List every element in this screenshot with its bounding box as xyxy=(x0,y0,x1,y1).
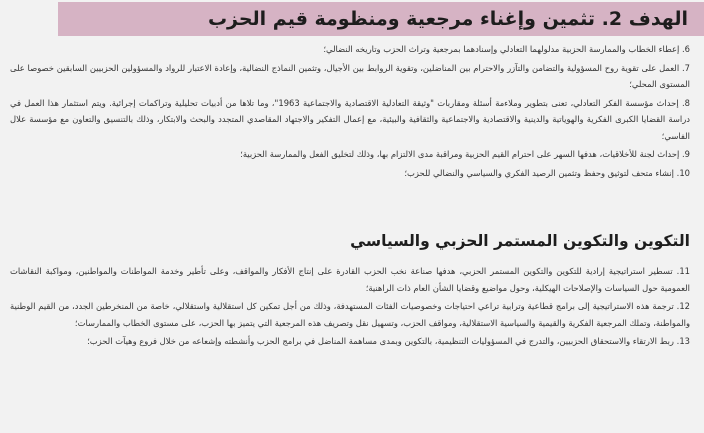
goal-items-list xyxy=(10,41,690,181)
goal-header-band xyxy=(58,2,704,36)
training-items-list xyxy=(10,263,690,350)
list-item: 9. إحداث لجنة للأخلاقيات، هدفها السهر على احترام القيم الحزبية ومراقبة مدى الالتزام بها، وذلك لتخليق الفعل والممارسة الحزبية؛ xyxy=(240,149,690,159)
list-item: 6. إعطاء الخطاب والممارسة الحزبية مدلولهما التعادلي وإسنادهما بمرجعية وتراث الحزب وتاريخه النضالي؛ xyxy=(323,44,690,54)
list-item: 7. العمل على تقوية روح المسؤولية والتضامن والتآزر والاحترام بين المناضلين، وتقوية الروابط بين الأجيال، وتثمين النماذج النضالية، وإعادة الاعتبار للرواد والمسؤولين الحزبيين السابقين خصوصا على المستوى المحلي؛ xyxy=(10,62,690,89)
list-item: 11. تسطير استراتيجية إرادية للتكوين والتكوين المستمر الحزبي، هدفها صناعة نخب الحزب القادرة على إنتاج الأفكار والمواقف، وعلى تأطير وخدمة المواطنات والمواطنين، ومواكبة النقاشات العمومية حول السياسات والإصلاحات الهيكلية، وحول مواضيع وقضايا الشأن العام ذات الراهنية؛ xyxy=(10,266,690,293)
section-heading: التكوين والتكوين المستمر الحزبي والسياسي xyxy=(350,232,690,250)
list-item: 10. إنشاء متحف لتوثيق وحفظ وتثمين الرصيد الفكري والسياسي والنضالي للحزب؛ xyxy=(404,167,690,178)
list-item: 12. ترجمة هذه الاستراتيجية إلى برامج قطاعية وترابية تراعي احتياجات وخصوصيات الفئات المستهدفة، وذلك من أجل تمكين كل استقلالية واستقلالي، خاصة من المنخرطين الجدد، من القيم الوطنية والمواطنة، وتملك المرجعية الفكرية والقيمية والسياسية الاستقلالية، ومواقف الحزب، وتسهيل نقل وتصريف هذه المرجعية التي يتميز بها الحزب، على مستوى الخطاب والممارسات؛ xyxy=(10,301,691,328)
goal-title: الهدف 2. تثمين وإغناء مرجعية ومنظومة قيم الحزب xyxy=(207,8,688,30)
list-item: 8. إحداث مؤسسة الفكر التعادلي، تعنى بتطوير وملاءمة أسئلة ومقاربات "وثيقة التعادلية الاقتصادية والاجتماعية 1963"، وما تلاها من أدبيات تحليلية وتراكمات إجرائية. ويتم استثمار هذا العمل في دراسة القضايا الكبرى الفكرية والهوياتية والدينية والاقتصادية والاجتماعية والثقافية والبيئية، مع إعمال التفكير والاجتهاد المقاصدي المتجدد والبحث والابتكار، وذلك بالتنسيق والتعاون مع مؤسسة علال الفاسي؛ xyxy=(10,97,690,141)
list-item: 13. ربط الارتقاء والاستحقاق الحزبيين، والتدرج في المسؤوليات التنظيمية، بالتكوين وبمدى مساهمة المناضل في برامج الحزب وأنشطته وإشعاعه من خلال فروع وهيآت الحزب؛ xyxy=(87,336,690,346)
